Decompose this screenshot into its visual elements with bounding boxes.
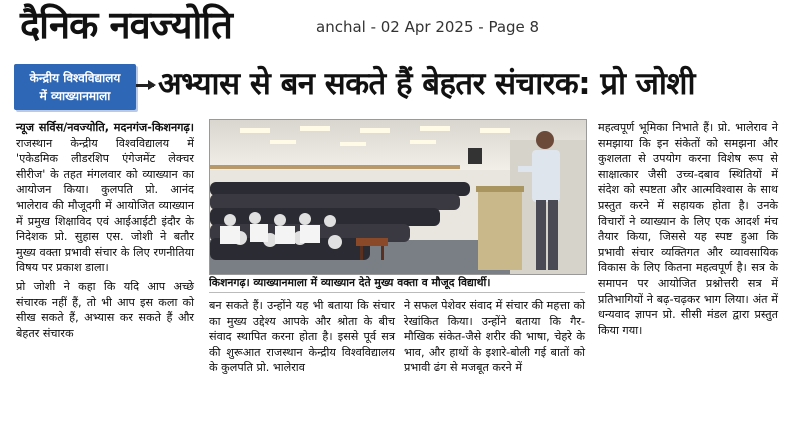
section-tag-line-1: केन्द्रीय विश्वविद्यालय [29, 71, 121, 85]
section-tag-line-2: में व्याख्यानमाला [39, 89, 111, 103]
article-column-1 [16, 120, 194, 344]
paragraph-4: ने सफल पेशेवर संवाद में संचार की महत्ता को रेखांकित किया। उन्होंने बताया कि गैर-मौखिक संकेत-जैसे शरीर की भाषा, चेहरे के भाव, और हाथों के इशारे-बोली गई बातों को प्रभावी ढंग से मजबूत करने में [404, 299, 585, 375]
paragraph-1: राजस्थान केन्द्रीय विश्वविद्यालय में 'एकेडमिक लीडरशिप एंगेजमेंट लेक्चर सीरीज' के तहत मंगलवार को व्याख्यान का आयोजन किया। कुलपति प्रो. आनंद भालेराव की मौजूदगी में आयोजित व्याख्यान में प्रमुख शिक्षाविद एवं आईआईटी इंदौर के निदेशक प्रो. सुहास एस. जोशी ने बतौर मुख्य वक्ता प्रभावी संचार के लिए रणनीतिया विषय पर प्रकाश डाला। [16, 136, 194, 275]
masthead: दैनिक नवज्योति [20, 2, 232, 47]
byline: न्यूज सर्विस/नवज्योति, मदनगंज-किशनगढ़। [16, 121, 194, 134]
tag-arrow-icon [136, 84, 154, 87]
lecture-photo-illustration [210, 120, 586, 274]
paragraph-3: बन सकते हैं। उन्होंने यह भी बताया कि संचार का मुख्य उद्देश्य आपके और श्रोता के बीच संवाद स्थापित करना होता है। इससे पूर्व सत्र की शुरूआत राजस्थान केन्द्रीय विश्वविद्यालय के कुलपति प्रो. भालेराव [209, 299, 395, 375]
paragraph-2: प्रो जोशी ने कहा कि यदि आप अच्छे संचारक नहीं हैं, तो भी आप इस कला को सीख सकते हैं, अभ्यास कर सकते हैं और बेहतर संचारक [16, 279, 194, 340]
headline: अभ्यास से बन सकते हैं बेहतर संचारक: प्रो जोशी [158, 66, 696, 102]
edition-line: anchal - 02 Apr 2025 - Page 8 [316, 18, 540, 36]
article-column-2 [209, 298, 395, 379]
section-tag [14, 64, 136, 110]
article-column-4 [598, 120, 778, 341]
lecture-photo [209, 119, 587, 275]
article-column-3 [404, 298, 585, 379]
paragraph-5: महत्वपूर्ण भूमिका निभाते हैं। प्रो. भालेराव ने समझाया कि इन संकेतों को समझना और कुशलता से उपयोग करना विशेष रूप से साक्षात्कार जैसी उच्च-दबाव स्थितियों में संदेश को स्पष्टता और आत्मविश्वास के साथ प्रस्तुत करने में सहायक होता है। उनके विचारों ने व्याख्यान के लिए एक आदर्श मंच तैयार किया, जिससे यह स्पष्ट हुआ कि प्रभावी संचार व्यक्तिगत और व्यावसायिक विकास के लिए कितना महत्वपूर्ण है। सत्र के समापन पर आयोजित प्रश्नोत्तरी सत्र में प्रतिभागियों ने बढ़-चढ़कर भाग लिया। अंत में धन्यवाद ज्ञापन प्रो. सीसी मंडल द्वारा प्रस्तुत किया गया। [598, 121, 778, 337]
photo-caption: किशनगढ़। व्याख्यानमाला में व्याख्यान देते मुख्य वक्ता व मौजूद विद्यार्थी। [209, 276, 585, 293]
